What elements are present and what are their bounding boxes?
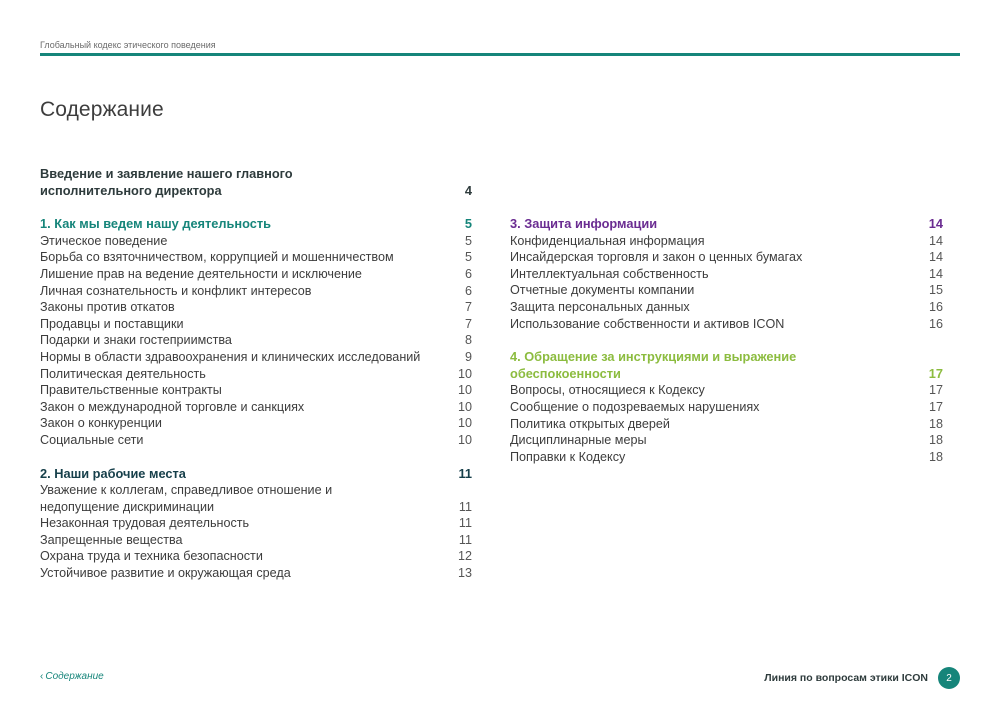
toc-item-label: Борьба со взяточничеством, коррупцией и мошенничеством xyxy=(40,250,394,265)
toc-item-label: Инсайдерская торговля и закон о ценных бумагах xyxy=(510,250,803,265)
page-number-badge: 2 xyxy=(938,667,960,689)
toc-item-label: Этическое поведение xyxy=(40,233,168,248)
header-rule xyxy=(40,53,960,56)
toc-item-label: Использование собственности и активов ICON xyxy=(510,316,785,331)
back-to-contents-label: Содержание xyxy=(45,671,104,682)
toc-section-4[interactable] xyxy=(510,349,943,382)
ethics-hotline-link[interactable]: Линия по вопросам этики ICON xyxy=(764,672,928,684)
toc-section-page: 11 xyxy=(458,465,472,481)
toc-item-page: 5 xyxy=(464,250,472,265)
toc-item[interactable] xyxy=(40,548,472,565)
toc-item-page: 17 xyxy=(928,383,943,398)
toc-item[interactable] xyxy=(40,299,472,316)
toc-item[interactable] xyxy=(40,399,472,416)
toc-item[interactable] xyxy=(40,482,472,515)
toc-item-page: 10 xyxy=(457,383,472,398)
toc-item[interactable] xyxy=(510,449,943,466)
toc-item[interactable] xyxy=(510,249,943,266)
toc-section-1[interactable] xyxy=(40,216,472,233)
toc-item-label: Охрана труда и техника безопасности xyxy=(40,549,263,564)
toc-item[interactable] xyxy=(40,366,472,383)
toc-item[interactable] xyxy=(40,283,472,300)
toc-item-page: 14 xyxy=(928,250,943,265)
toc-item-page: 8 xyxy=(464,333,472,348)
toc-item-page: 14 xyxy=(928,233,943,248)
toc-item-page: 6 xyxy=(464,283,472,298)
toc-item[interactable] xyxy=(510,316,943,333)
toc-intro-page: 4 xyxy=(464,182,472,198)
toc-item[interactable] xyxy=(40,415,472,432)
toc-item[interactable] xyxy=(510,233,943,250)
running-header: Глобальный кодекс этического поведения xyxy=(40,40,216,50)
toc-item[interactable] xyxy=(510,266,943,283)
toc-item[interactable] xyxy=(510,416,943,433)
toc-item[interactable] xyxy=(510,282,943,299)
toc-item[interactable] xyxy=(40,332,472,349)
toc-item[interactable] xyxy=(40,565,472,582)
back-to-contents-link[interactable] xyxy=(40,671,104,682)
toc-item-label: Закон о конкуренции xyxy=(40,416,162,431)
toc-item-label: Подарки и знаки гостеприимства xyxy=(40,333,232,348)
toc-item-label: Личная сознательность и конфликт интересов xyxy=(40,283,312,298)
toc-item-label: Сообщение о подозреваемых нарушениях xyxy=(510,399,760,414)
toc-intro-label: Введение и заявление нашего главного исполнительного директора xyxy=(40,166,293,198)
toc-item-label: Незаконная трудовая деятельность xyxy=(40,516,250,531)
toc-item-label: Политическая деятельность xyxy=(40,366,206,381)
toc-item-label: Законы против откатов xyxy=(40,300,175,315)
toc-item-label: Вопросы, относящиеся к Кодексу xyxy=(510,383,705,398)
toc-item-page: 18 xyxy=(928,449,943,464)
toc-section-2[interactable] xyxy=(40,466,472,483)
toc-item-label: Дисциплинарные меры xyxy=(510,433,647,448)
toc-item-page: 15 xyxy=(928,283,943,298)
toc-item-label: Политика открытых дверей xyxy=(510,416,670,431)
toc-intro-link[interactable] xyxy=(40,166,472,199)
toc-item-page: 7 xyxy=(464,316,472,331)
toc-section-page: 17 xyxy=(928,365,943,381)
toc-item-page: 14 xyxy=(928,266,943,281)
toc-section-label: 4. Обращение за инструкциями и выражение обеспокоенности xyxy=(510,349,797,381)
toc-section-page: 14 xyxy=(928,216,943,231)
toc-item-page: 10 xyxy=(457,432,472,447)
toc-item[interactable] xyxy=(40,349,472,366)
toc-item-page: 12 xyxy=(457,549,472,564)
toc-item-page: 16 xyxy=(928,299,943,314)
toc-item-label: Закон о международной торговле и санкциях xyxy=(40,399,305,414)
toc-section-label: 3. Защита информации xyxy=(510,216,658,231)
toc-item-label: Устойчивое развитие и окружающая среда xyxy=(40,566,291,581)
toc-item-label: Интеллектуальная собственность xyxy=(510,266,709,281)
toc-item-label: Лишение прав на ведение деятельности и исключение xyxy=(40,266,362,281)
toc-item-page: 10 xyxy=(457,366,472,381)
toc-item-page: 18 xyxy=(928,416,943,431)
toc-item-page: 10 xyxy=(457,416,472,431)
toc-left-column xyxy=(40,166,472,582)
toc-item[interactable] xyxy=(40,233,472,250)
toc-item-page: 11 xyxy=(458,532,472,547)
toc-item-label: Уважение к коллегам, справедливое отношение и недопущение дискриминации xyxy=(40,483,333,514)
toc-item-page: 13 xyxy=(457,566,472,581)
toc-item[interactable] xyxy=(510,399,943,416)
toc-item-page: 7 xyxy=(464,300,472,315)
toc-section-3[interactable] xyxy=(510,216,943,233)
toc-section-label: 1. Как мы ведем нашу деятельность xyxy=(40,216,272,232)
toc-item[interactable] xyxy=(40,316,472,333)
toc-item[interactable] xyxy=(40,266,472,283)
toc-item-page: 5 xyxy=(464,233,472,248)
toc-item-page: 9 xyxy=(464,349,472,364)
toc-item-label: Поправки к Кодексу xyxy=(510,449,626,464)
toc-item-label: Отчетные документы компании xyxy=(510,283,695,298)
toc-item[interactable] xyxy=(40,382,472,399)
toc-right-column xyxy=(510,216,943,465)
toc-item-label: Защита персональных данных xyxy=(510,299,690,314)
toc-item[interactable] xyxy=(510,432,943,449)
toc-item[interactable] xyxy=(40,432,472,449)
footer-right xyxy=(764,667,960,689)
toc-item[interactable] xyxy=(510,382,943,399)
toc-item-page: 18 xyxy=(928,433,943,448)
toc-item[interactable] xyxy=(40,249,472,266)
toc-item-label: Запрещенные вещества xyxy=(40,532,183,547)
toc-item-label: Социальные сети xyxy=(40,432,144,447)
toc-item-label: Правительственные контракты xyxy=(40,383,222,398)
toc-item-page: 16 xyxy=(928,316,943,331)
toc-section-page: 5 xyxy=(464,216,472,232)
toc-item[interactable] xyxy=(40,532,472,549)
toc-item-page: 11 xyxy=(458,516,472,531)
toc-item-page: 6 xyxy=(464,266,472,281)
toc-item-label: Продавцы и поставщики xyxy=(40,316,184,331)
toc-item-page: 10 xyxy=(457,399,472,414)
toc-item-label: Нормы в области здравоохранения и клинических исследований xyxy=(40,349,421,364)
toc-item-label: Конфиденциальная информация xyxy=(510,233,705,248)
toc-section-label: 2. Наши рабочие места xyxy=(40,465,186,481)
toc-item[interactable] xyxy=(510,299,943,316)
toc-item-page: 11 xyxy=(458,499,472,514)
page-title: Содержание xyxy=(40,98,164,121)
toc-item-page: 17 xyxy=(928,399,943,414)
toc-item[interactable] xyxy=(40,515,472,532)
chevron-left-icon: ‹ xyxy=(40,671,44,682)
